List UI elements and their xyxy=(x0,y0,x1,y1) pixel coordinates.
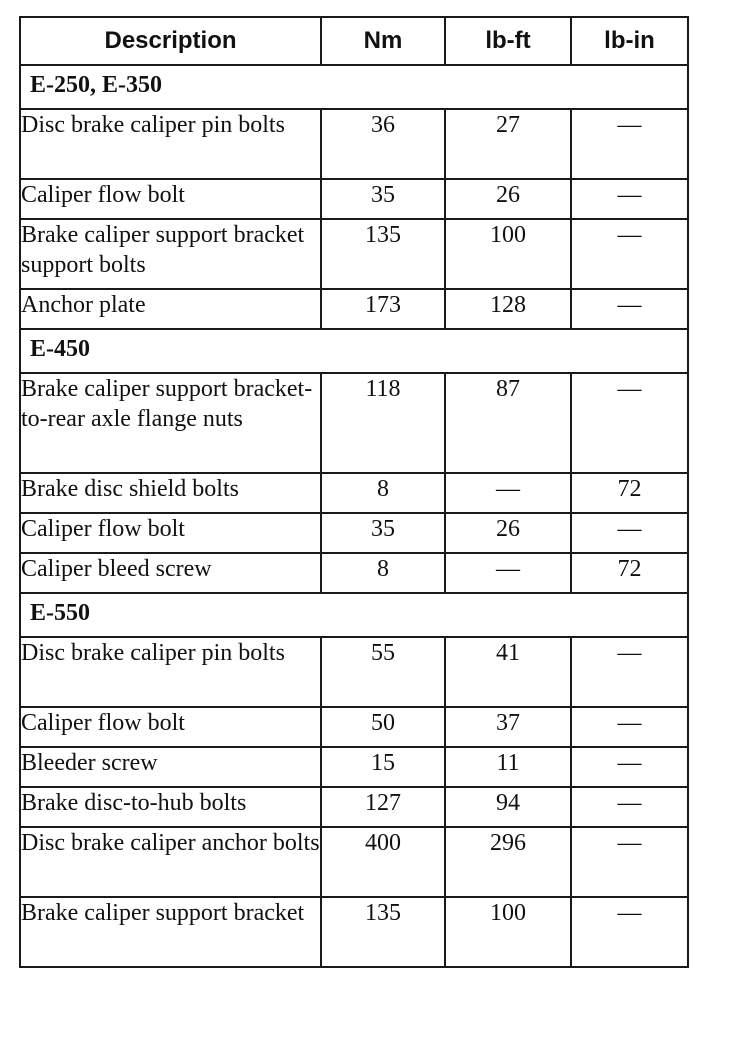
row-lbin: — xyxy=(571,897,688,967)
row-lbft: — xyxy=(445,553,571,593)
row-lbft: 94 xyxy=(445,787,571,827)
header-row xyxy=(20,17,688,65)
table-row xyxy=(20,707,688,747)
row-lbft: 128 xyxy=(445,289,571,329)
table-row xyxy=(20,219,688,289)
row-nm: 118 xyxy=(321,373,445,473)
table-row xyxy=(20,373,688,473)
row-lbin: 72 xyxy=(571,553,688,593)
row-lbin: — xyxy=(571,179,688,219)
row-lbin: — xyxy=(571,219,688,289)
table-row xyxy=(20,787,688,827)
section-title: E-550 xyxy=(20,593,688,637)
section-row xyxy=(20,65,688,109)
row-nm: 8 xyxy=(321,553,445,593)
row-lbin: — xyxy=(571,707,688,747)
row-nm: 8 xyxy=(321,473,445,513)
table-row xyxy=(20,747,688,787)
row-nm: 35 xyxy=(321,513,445,553)
row-nm: 400 xyxy=(321,827,445,897)
row-lbin: — xyxy=(571,827,688,897)
row-description: Disc brake caliper pin bolts xyxy=(20,637,321,707)
row-lbin: — xyxy=(571,109,688,179)
row-description: Caliper flow bolt xyxy=(20,707,321,747)
row-lbft: 296 xyxy=(445,827,571,897)
row-nm: 135 xyxy=(321,219,445,289)
row-lbin: — xyxy=(571,513,688,553)
table-row xyxy=(20,637,688,707)
row-lbft: 41 xyxy=(445,637,571,707)
row-lbin: — xyxy=(571,373,688,473)
row-nm: 50 xyxy=(321,707,445,747)
row-description: Bleeder screw xyxy=(20,747,321,787)
row-description: Brake caliper support bracket-to-rear axle flange nuts xyxy=(20,373,321,473)
header-nm: Nm xyxy=(321,17,445,65)
row-description: Brake disc shield bolts xyxy=(20,473,321,513)
row-lbin: — xyxy=(571,747,688,787)
header-lbin: lb-in xyxy=(571,17,688,65)
row-nm: 36 xyxy=(321,109,445,179)
row-description: Caliper flow bolt xyxy=(20,513,321,553)
table-row xyxy=(20,109,688,179)
table-row xyxy=(20,513,688,553)
table-row xyxy=(20,553,688,593)
row-description: Brake caliper support bracket xyxy=(20,897,321,967)
row-lbin: — xyxy=(571,787,688,827)
row-lbin: 72 xyxy=(571,473,688,513)
row-lbin: — xyxy=(571,289,688,329)
row-description: Caliper flow bolt xyxy=(20,179,321,219)
row-nm: 127 xyxy=(321,787,445,827)
torque-spec-table xyxy=(19,16,689,968)
row-description: Caliper bleed screw xyxy=(20,553,321,593)
row-lbft: 100 xyxy=(445,897,571,967)
row-lbin: — xyxy=(571,637,688,707)
row-description: Disc brake caliper anchor bolts xyxy=(20,827,321,897)
row-description: Brake disc-to-hub bolts xyxy=(20,787,321,827)
row-description: Brake caliper support bracket support bolts xyxy=(20,219,321,289)
table-row xyxy=(20,827,688,897)
row-description: Disc brake caliper pin bolts xyxy=(20,109,321,179)
row-nm: 55 xyxy=(321,637,445,707)
row-lbft: 37 xyxy=(445,707,571,747)
row-lbft: 27 xyxy=(445,109,571,179)
row-nm: 135 xyxy=(321,897,445,967)
table-row xyxy=(20,179,688,219)
section-row xyxy=(20,593,688,637)
row-lbft: 87 xyxy=(445,373,571,473)
row-lbft: 26 xyxy=(445,513,571,553)
section-title: E-250, E-350 xyxy=(20,65,688,109)
row-lbft: 26 xyxy=(445,179,571,219)
row-nm: 35 xyxy=(321,179,445,219)
header-lbft: lb-ft xyxy=(445,17,571,65)
row-lbft: 100 xyxy=(445,219,571,289)
table-row xyxy=(20,897,688,967)
header-description: Description xyxy=(20,17,321,65)
row-nm: 173 xyxy=(321,289,445,329)
row-lbft: — xyxy=(445,473,571,513)
table-row xyxy=(20,289,688,329)
row-description: Anchor plate xyxy=(20,289,321,329)
section-row xyxy=(20,329,688,373)
table-row xyxy=(20,473,688,513)
row-nm: 15 xyxy=(321,747,445,787)
row-lbft: 11 xyxy=(445,747,571,787)
section-title: E-450 xyxy=(20,329,688,373)
